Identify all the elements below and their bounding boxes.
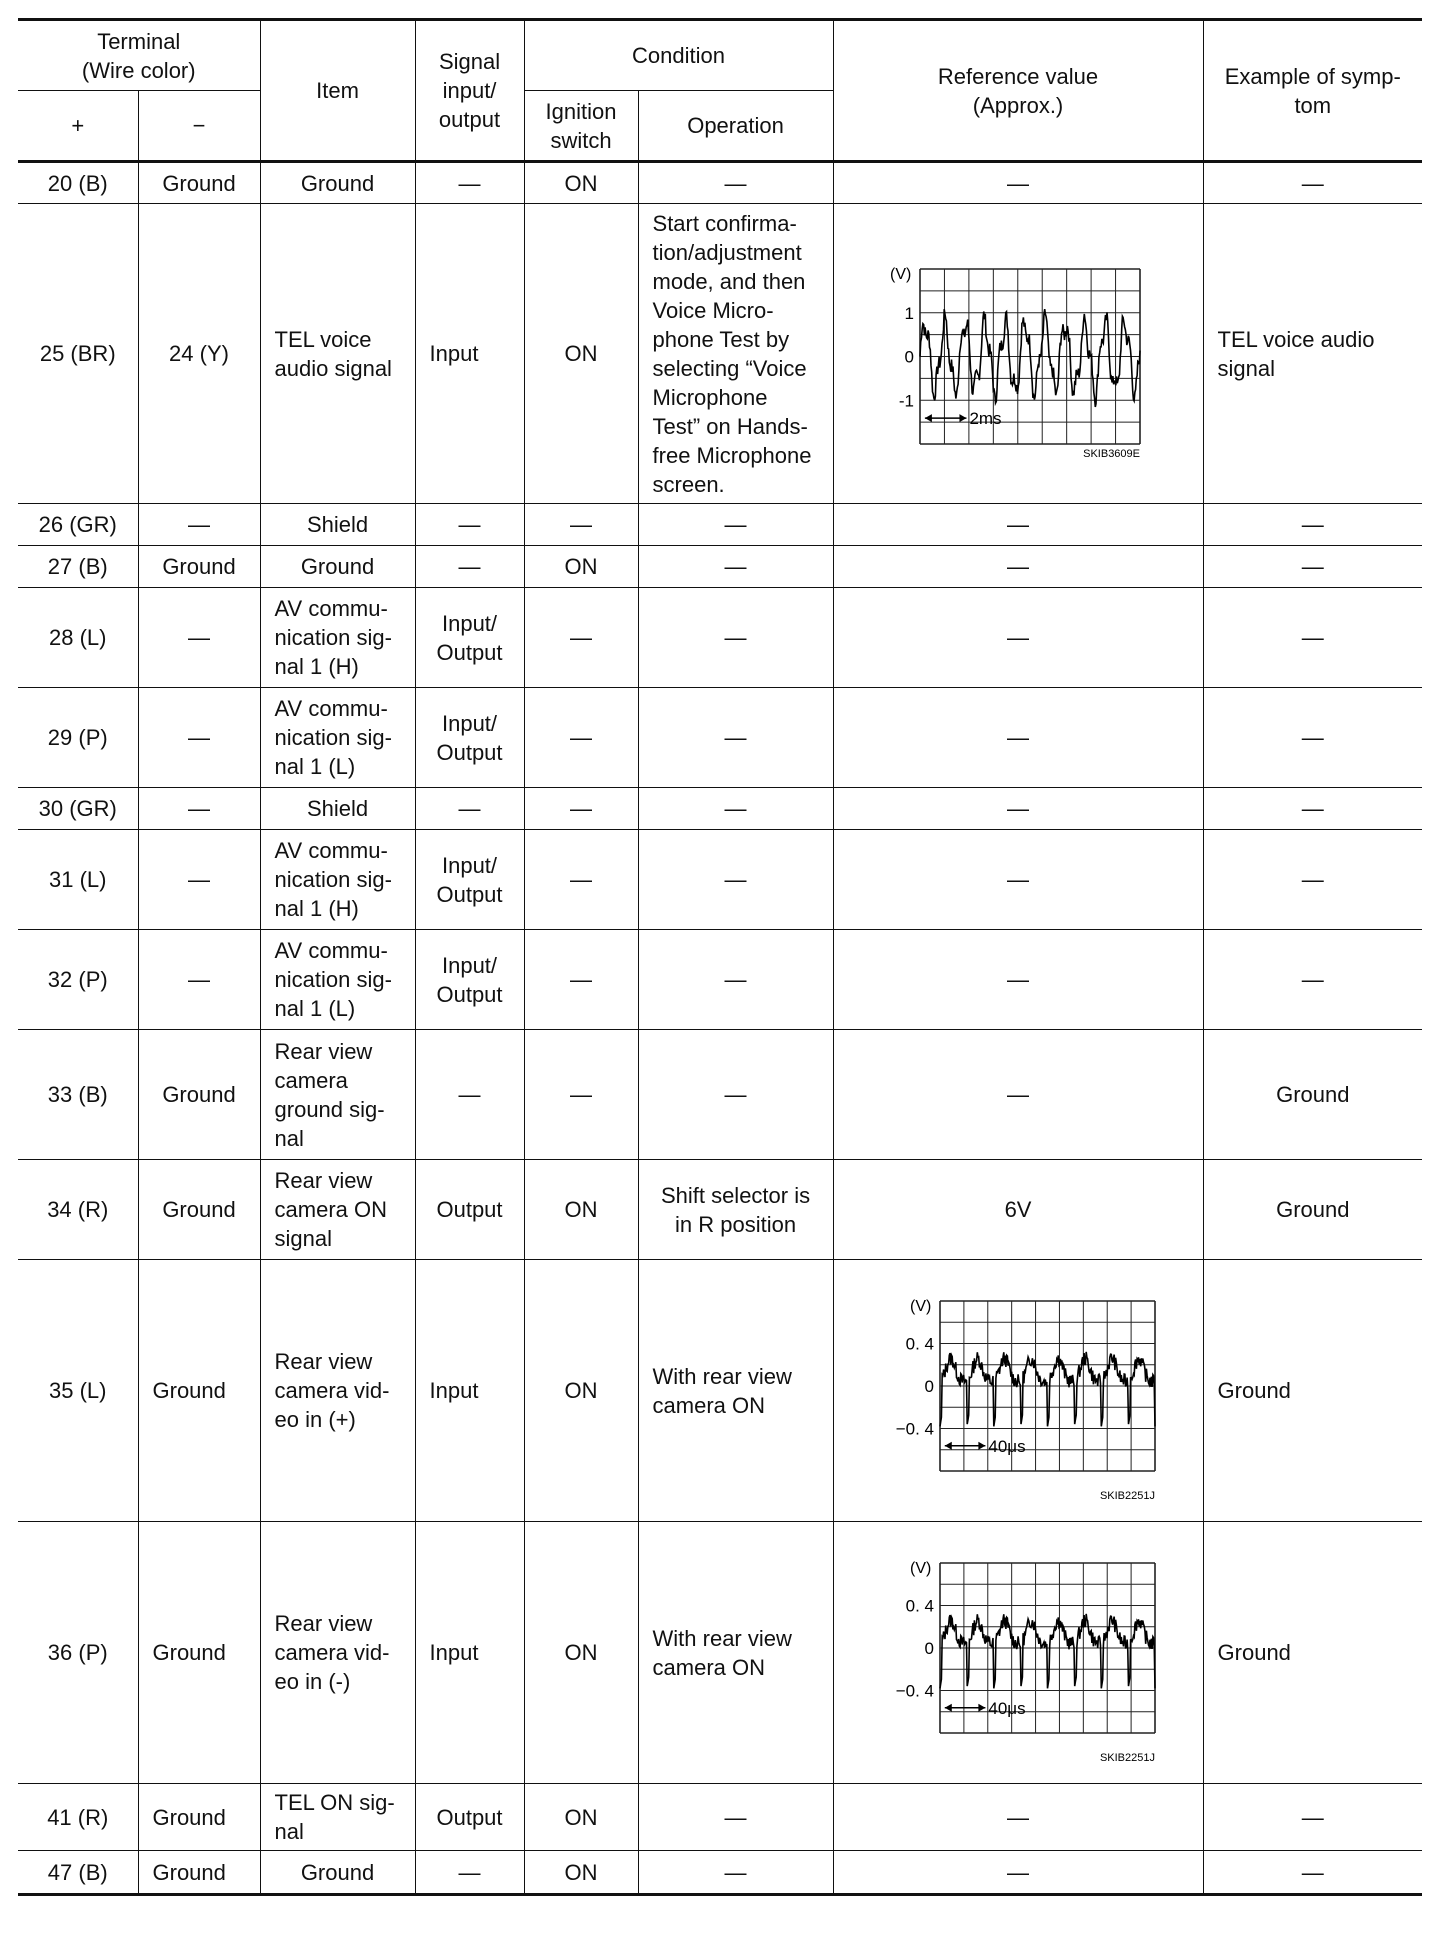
waveform-tick-label: −0. 4 xyxy=(895,1419,935,1438)
waveform-time-label: 2ms xyxy=(969,408,1002,428)
table-row xyxy=(18,1030,1422,1160)
header-operation: Operation xyxy=(638,91,833,162)
cell-ignition: ON xyxy=(524,1260,638,1522)
cell-operation: — xyxy=(638,504,833,546)
cell-plus: 34 (R) xyxy=(18,1160,138,1260)
waveform-time-label: 40μs xyxy=(988,1436,1026,1456)
cell-ignition: — xyxy=(524,588,638,688)
cell-reference: — xyxy=(833,1030,1203,1160)
cell-symptom: — xyxy=(1203,688,1422,788)
cell-item: AV commu- nication sig- nal 1 (L) xyxy=(260,930,415,1030)
cell-operation: — xyxy=(638,788,833,830)
cell-reference xyxy=(833,1260,1203,1522)
header-condition: Condition xyxy=(524,20,833,91)
cell-symptom: — xyxy=(1203,830,1422,930)
cell-plus: 31 (L) xyxy=(18,830,138,930)
cell-symptom: — xyxy=(1203,162,1422,204)
cell-ignition: ON xyxy=(524,1522,638,1784)
cell-operation: — xyxy=(638,830,833,930)
cell-item: Shield xyxy=(260,504,415,546)
cell-symptom: Ground xyxy=(1203,1160,1422,1260)
cell-plus: 41 (R) xyxy=(18,1784,138,1851)
waveform-figure-code: SKIB2251J xyxy=(1099,1751,1156,1763)
cell-ignition: ON xyxy=(524,546,638,588)
terminal-reference-table xyxy=(18,18,1422,1896)
table-row xyxy=(18,162,1422,204)
cell-operation: With rear view camera ON xyxy=(638,1260,833,1522)
cell-minus: Ground xyxy=(138,1030,260,1160)
header-ignition: Ignition switch xyxy=(524,91,638,162)
cell-operation: — xyxy=(638,688,833,788)
table-row xyxy=(18,1160,1422,1260)
cell-minus: — xyxy=(138,930,260,1030)
cell-minus: Ground xyxy=(138,1260,260,1522)
cell-plus: 33 (B) xyxy=(18,1030,138,1160)
cell-plus: 30 (GR) xyxy=(18,788,138,830)
cell-minus: — xyxy=(138,788,260,830)
header-terminal: Terminal (Wire color) xyxy=(18,20,260,91)
cell-minus: Ground xyxy=(138,1784,260,1851)
cell-plus: 25 (BR) xyxy=(18,204,138,504)
waveform-graph xyxy=(868,249,1168,459)
table-row xyxy=(18,830,1422,930)
cell-plus: 27 (B) xyxy=(18,546,138,588)
cell-reference: — xyxy=(833,1784,1203,1851)
cell-ignition: ON xyxy=(524,1851,638,1895)
cell-signal: Input/ Output xyxy=(415,830,524,930)
cell-symptom: — xyxy=(1203,1851,1422,1895)
cell-signal: Input/ Output xyxy=(415,588,524,688)
table-row xyxy=(18,1260,1422,1522)
cell-item: Ground xyxy=(260,1851,415,1895)
cell-reference: — xyxy=(833,830,1203,930)
waveform-tick-label: 0 xyxy=(924,1638,935,1658)
cell-reference: — xyxy=(833,688,1203,788)
cell-signal: Input/ Output xyxy=(415,930,524,1030)
table-row xyxy=(18,588,1422,688)
cell-signal: Output xyxy=(415,1160,524,1260)
cell-symptom: — xyxy=(1203,1784,1422,1851)
cell-plus: 26 (GR) xyxy=(18,504,138,546)
waveform-unit: (V) xyxy=(910,1297,932,1315)
cell-operation: — xyxy=(638,1030,833,1160)
table-row xyxy=(18,1784,1422,1851)
cell-ignition: ON xyxy=(524,1160,638,1260)
waveform-trace xyxy=(920,309,1140,407)
cell-ignition: ON xyxy=(524,204,638,504)
cell-item: TEL voice audio signal xyxy=(260,204,415,504)
cell-minus: — xyxy=(138,688,260,788)
cell-operation: — xyxy=(638,162,833,204)
cell-item: TEL ON sig- nal xyxy=(260,1784,415,1851)
cell-item: Shield xyxy=(260,788,415,830)
cell-minus: — xyxy=(138,504,260,546)
cell-plus: 29 (P) xyxy=(18,688,138,788)
cell-symptom: — xyxy=(1203,788,1422,830)
cell-reference: 6V xyxy=(833,1160,1203,1260)
cell-signal: — xyxy=(415,1851,524,1895)
cell-reference: — xyxy=(833,546,1203,588)
waveform-trace xyxy=(940,1613,1155,1688)
waveform-tick-label: −0. 4 xyxy=(895,1681,935,1700)
cell-operation: — xyxy=(638,1851,833,1895)
cell-item: Rear view camera vid- eo in (+) xyxy=(260,1260,415,1522)
waveform-tick-label: 1 xyxy=(904,303,915,323)
cell-operation: — xyxy=(638,930,833,1030)
cell-reference xyxy=(833,204,1203,504)
cell-ignition: — xyxy=(524,688,638,788)
table-row xyxy=(18,788,1422,830)
cell-item: Rear view camera ON signal xyxy=(260,1160,415,1260)
cell-symptom: TEL voice audio signal xyxy=(1203,204,1422,504)
waveform-unit: (V) xyxy=(890,265,912,283)
cell-minus: Ground xyxy=(138,1851,260,1895)
cell-minus: 24 (Y) xyxy=(138,204,260,504)
table-row xyxy=(18,1851,1422,1895)
cell-signal: — xyxy=(415,788,524,830)
cell-item: Rear view camera ground sig- nal xyxy=(260,1030,415,1160)
cell-item: Rear view camera vid- eo in (-) xyxy=(260,1522,415,1784)
waveform-figure-code: SKIB2251J xyxy=(1099,1489,1156,1501)
cell-reference: — xyxy=(833,162,1203,204)
cell-plus: 47 (B) xyxy=(18,1851,138,1895)
cell-symptom: — xyxy=(1203,588,1422,688)
cell-symptom: — xyxy=(1203,504,1422,546)
cell-signal: Output xyxy=(415,1784,524,1851)
table-row xyxy=(18,204,1422,504)
table-body xyxy=(18,162,1422,1895)
cell-signal: Input xyxy=(415,1260,524,1522)
cell-reference xyxy=(833,1522,1203,1784)
table-row xyxy=(18,1522,1422,1784)
cell-minus: Ground xyxy=(138,1522,260,1784)
waveform-trace xyxy=(940,1351,1155,1426)
cell-ignition: — xyxy=(524,930,638,1030)
cell-item: Ground xyxy=(260,162,415,204)
cell-item: Ground xyxy=(260,546,415,588)
cell-signal: — xyxy=(415,546,524,588)
terminal-table-page xyxy=(18,18,1422,1896)
cell-minus: Ground xyxy=(138,162,260,204)
table-row xyxy=(18,688,1422,788)
cell-symptom: Ground xyxy=(1203,1260,1422,1522)
cell-ignition: — xyxy=(524,830,638,930)
cell-minus: Ground xyxy=(138,546,260,588)
cell-operation: — xyxy=(638,588,833,688)
cell-item: AV commu- nication sig- nal 1 (L) xyxy=(260,688,415,788)
cell-ignition: — xyxy=(524,1030,638,1160)
cell-operation: — xyxy=(638,1784,833,1851)
table-row xyxy=(18,504,1422,546)
cell-item: AV commu- nication sig- nal 1 (H) xyxy=(260,588,415,688)
cell-ignition: — xyxy=(524,788,638,830)
cell-symptom: Ground xyxy=(1203,1030,1422,1160)
cell-item: AV commu- nication sig- nal 1 (H) xyxy=(260,830,415,930)
waveform-tick-label: 0 xyxy=(924,1376,935,1396)
waveform-graph xyxy=(868,1281,1168,1501)
header-plus: + xyxy=(18,91,138,162)
header-item: Item xyxy=(260,20,415,162)
cell-symptom: — xyxy=(1203,930,1422,1030)
waveform-unit: (V) xyxy=(910,1559,932,1577)
waveform-tick-label: 0. 4 xyxy=(905,1334,935,1353)
cell-operation: Start confirma- tion/adjustment mode, and then Voice Micro- phone Test by selecting “Voice Microphone Test” on Hands- free Microphone screen. xyxy=(638,204,833,504)
cell-minus: — xyxy=(138,588,260,688)
cell-plus: 28 (L) xyxy=(18,588,138,688)
waveform-tick-label: 0 xyxy=(904,347,915,366)
cell-symptom: — xyxy=(1203,546,1422,588)
cell-plus: 32 (P) xyxy=(18,930,138,1030)
cell-signal: — xyxy=(415,162,524,204)
waveform-graph xyxy=(868,1543,1168,1763)
cell-signal: — xyxy=(415,504,524,546)
cell-plus: 20 (B) xyxy=(18,162,138,204)
header-signal: Signal input/ output xyxy=(415,20,524,162)
waveform-figure-code: SKIB3609E xyxy=(1083,447,1141,459)
cell-operation: — xyxy=(638,546,833,588)
cell-signal: Input xyxy=(415,204,524,504)
cell-reference: — xyxy=(833,788,1203,830)
header-reference: Reference value (Approx.) xyxy=(833,20,1203,162)
cell-signal: Input/ Output xyxy=(415,688,524,788)
cell-minus: Ground xyxy=(138,1160,260,1260)
waveform-tick-label: -1 xyxy=(898,390,915,410)
cell-operation: Shift selector is in R position xyxy=(638,1160,833,1260)
cell-plus: 36 (P) xyxy=(18,1522,138,1784)
cell-reference: — xyxy=(833,930,1203,1030)
cell-signal: — xyxy=(415,1030,524,1160)
waveform-tick-label: 0. 4 xyxy=(905,1596,935,1615)
table-row xyxy=(18,930,1422,1030)
cell-plus: 35 (L) xyxy=(18,1260,138,1522)
cell-minus: — xyxy=(138,830,260,930)
cell-ignition: — xyxy=(524,504,638,546)
cell-reference: — xyxy=(833,504,1203,546)
cell-reference: — xyxy=(833,588,1203,688)
cell-signal: Input xyxy=(415,1522,524,1784)
cell-reference: — xyxy=(833,1851,1203,1895)
header-symptom: Example of symp- tom xyxy=(1203,20,1422,162)
table-row xyxy=(18,546,1422,588)
cell-symptom: Ground xyxy=(1203,1522,1422,1784)
waveform-time-label: 40μs xyxy=(988,1698,1026,1718)
header-minus: − xyxy=(138,91,260,162)
cell-ignition: ON xyxy=(524,1784,638,1851)
cell-ignition: ON xyxy=(524,162,638,204)
cell-operation: With rear view camera ON xyxy=(638,1522,833,1784)
